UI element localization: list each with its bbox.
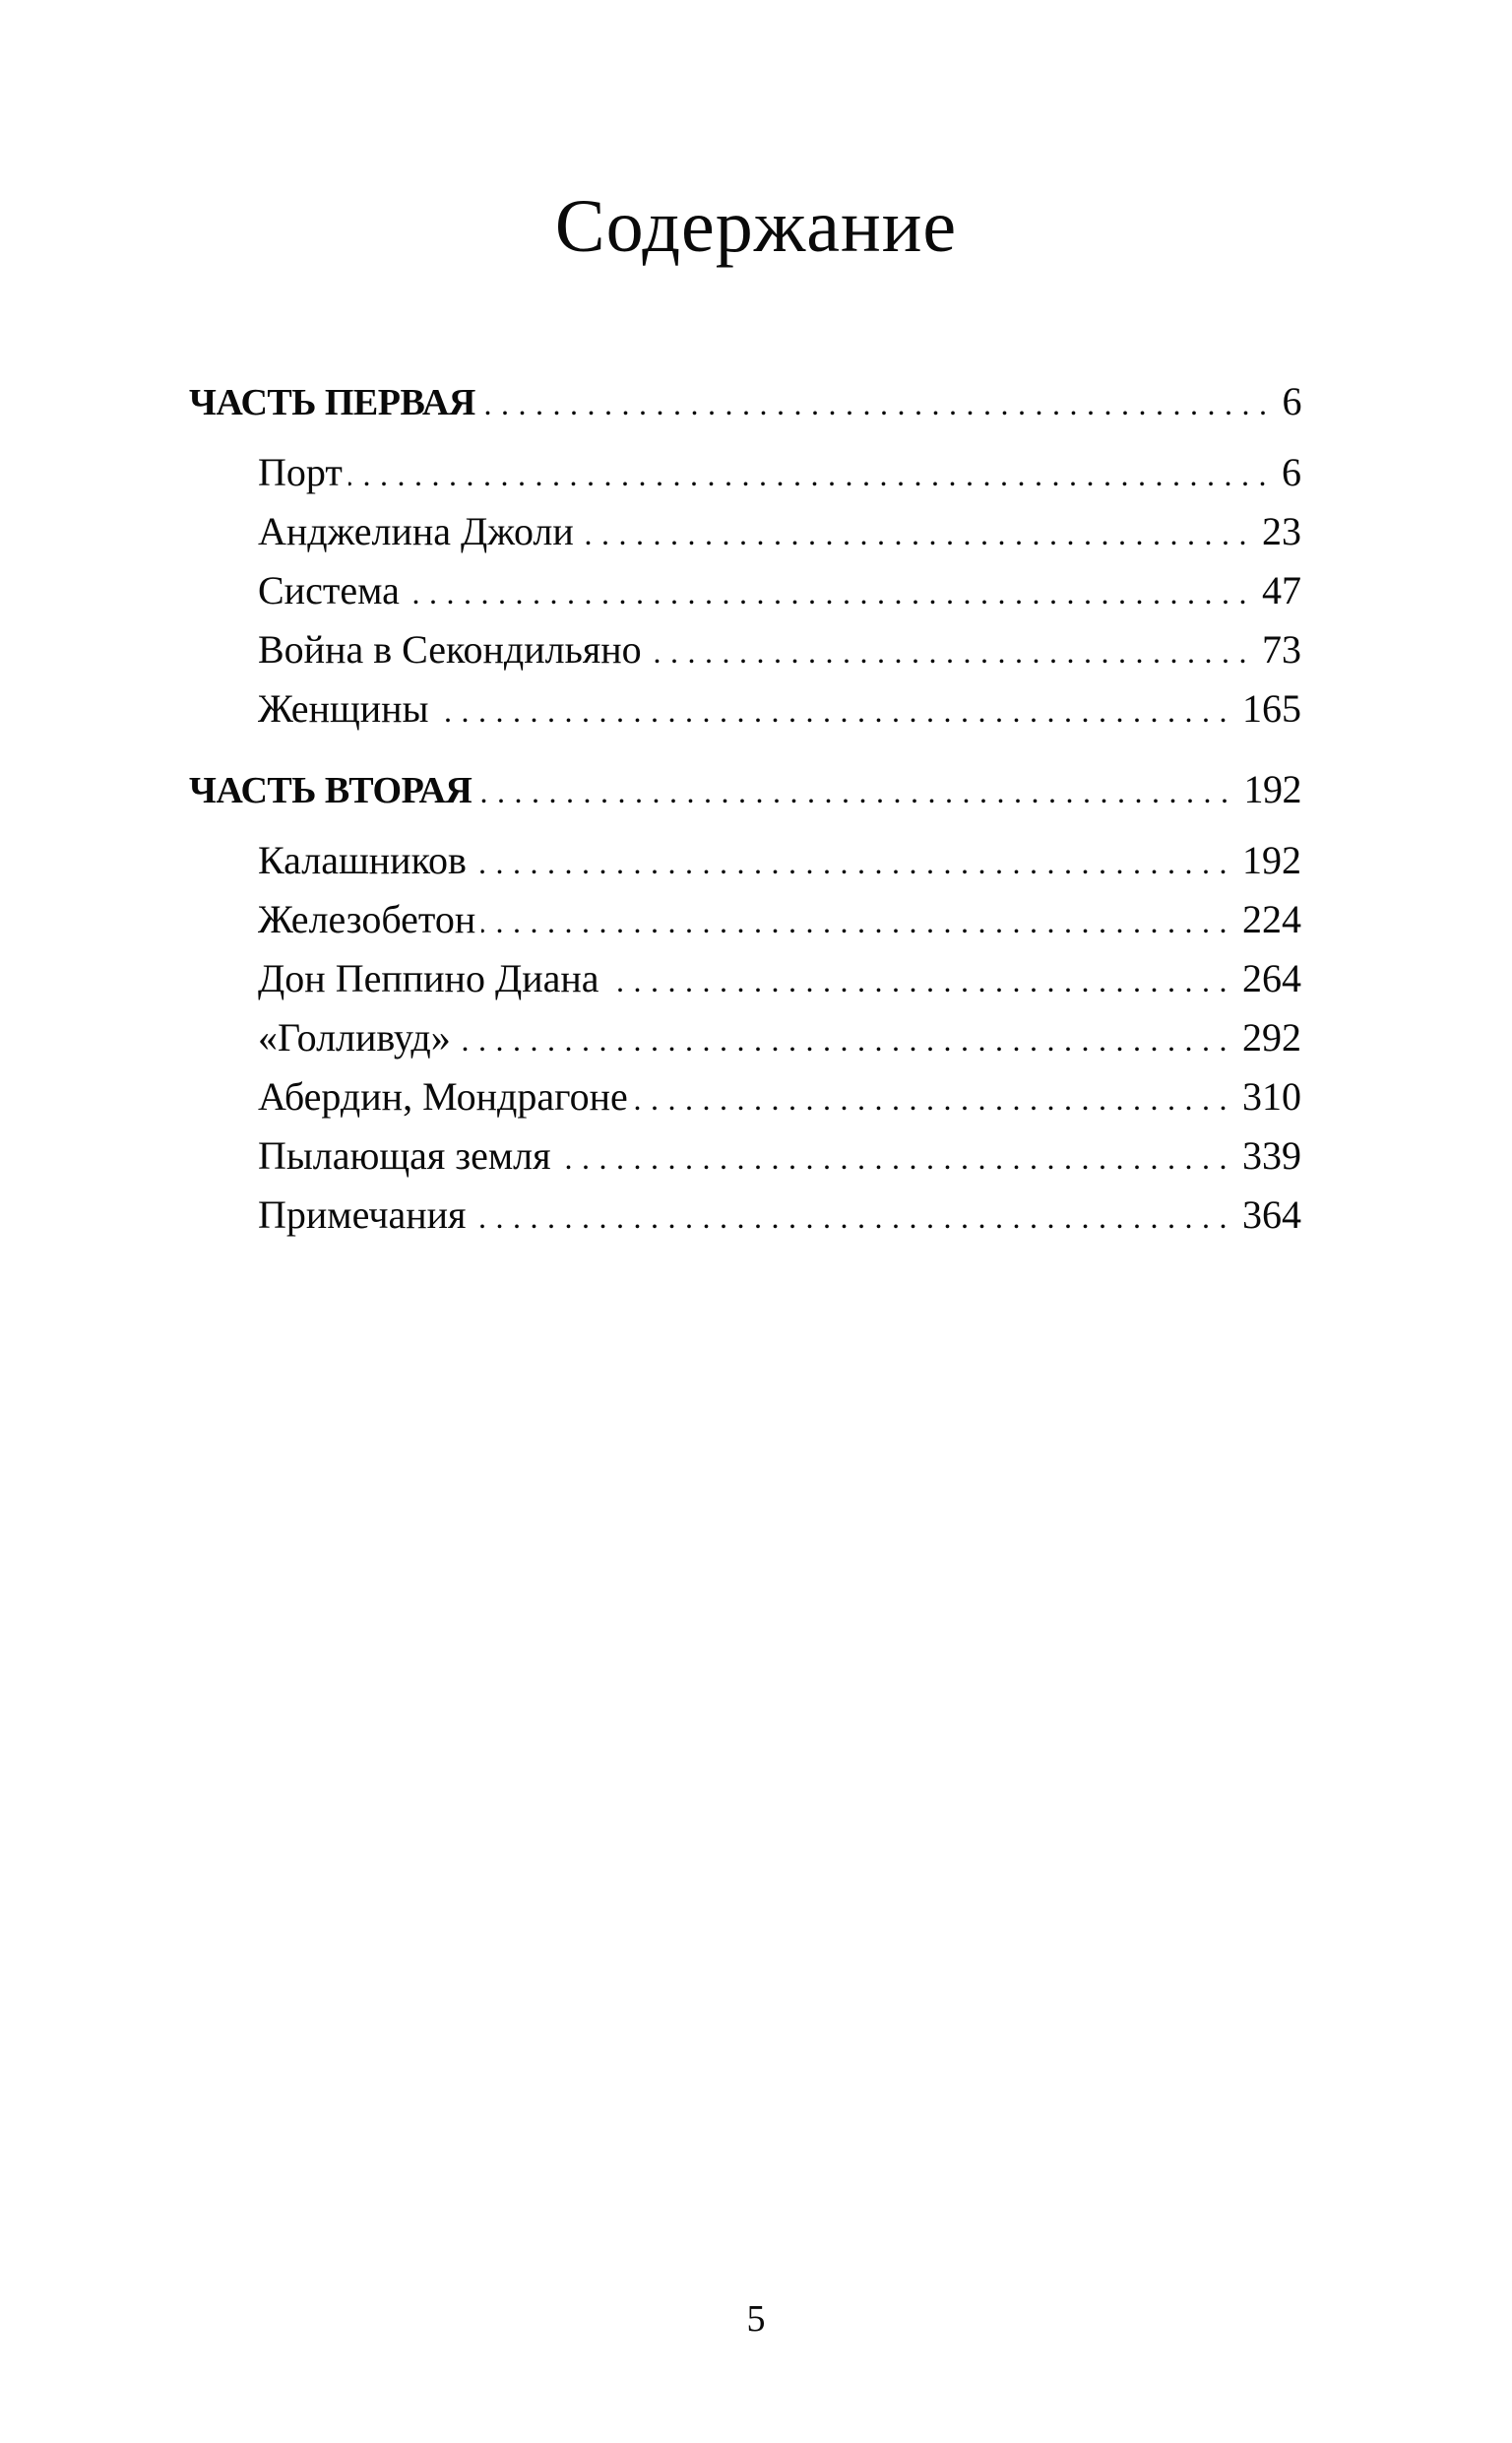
toc-chapter-entry[interactable]: [189, 1186, 1301, 1245]
toc-part-2: [189, 760, 1301, 1245]
toc-page-number: 264: [1242, 956, 1301, 1000]
toc-page-number: 310: [1242, 1074, 1301, 1119]
toc-part-label: ЧАСТЬ ПЕРВАЯ: [189, 382, 475, 423]
toc-page-number: 6: [1282, 450, 1301, 494]
dot-leader: [557, 1128, 1236, 1188]
dot-leader: [634, 1069, 1236, 1128]
dot-leader: [481, 374, 1277, 433]
toc-chapter-label: Абердин, Мондрагоне: [258, 1074, 628, 1119]
toc-part-1: [189, 372, 1301, 739]
table-of-contents: [189, 372, 1301, 1245]
toc-chapter-label: Железобетон: [258, 897, 476, 941]
toc-page-number: 339: [1242, 1133, 1301, 1178]
toc-chapter-label: Анджелина Джоли: [258, 509, 574, 553]
dot-leader: [605, 951, 1236, 1010]
toc-chapter-entry[interactable]: [189, 1126, 1301, 1186]
dot-leader: [348, 445, 1276, 504]
toc-page-number: 192: [1242, 838, 1301, 882]
toc-part-label: ЧАСТЬ ВТОРАЯ: [189, 770, 472, 811]
toc-chapter-label: Дон Пеппино Диана: [258, 956, 599, 1000]
toc-part-heading[interactable]: [189, 372, 1301, 431]
page-title: Содержание: [554, 185, 958, 268]
toc-page-number: 6: [1282, 379, 1301, 423]
dot-leader: [434, 681, 1236, 740]
toc-chapter-entry[interactable]: [189, 620, 1301, 679]
toc-page-number: 73: [1262, 627, 1301, 672]
page-number: 5: [746, 2298, 766, 2340]
toc-chapter-label: Порт: [258, 450, 343, 494]
toc-chapter-entry[interactable]: [189, 443, 1301, 502]
toc-part-heading[interactable]: [189, 760, 1301, 819]
toc-chapter-entry[interactable]: [189, 1008, 1301, 1067]
toc-chapter-label: Женщины: [258, 686, 429, 731]
toc-chapter-entry[interactable]: [189, 561, 1301, 620]
toc-page-number: 23: [1262, 509, 1301, 553]
toc-page-number: 224: [1242, 897, 1301, 941]
toc-chapter-entry[interactable]: [189, 949, 1301, 1008]
toc-chapter-label: Примечания: [258, 1192, 467, 1237]
toc-chapter-entry[interactable]: [189, 679, 1301, 739]
dot-leader: [472, 833, 1236, 892]
toc-chapter-label: Пылающая земля: [258, 1133, 551, 1178]
dot-leader: [481, 892, 1236, 951]
dot-leader: [472, 1188, 1236, 1247]
toc-page-number: 192: [1243, 767, 1301, 811]
dot-leader: [457, 1010, 1236, 1069]
dot-leader: [580, 504, 1256, 563]
toc-chapter-entry[interactable]: [189, 831, 1301, 890]
dot-leader: [406, 563, 1256, 622]
dot-leader: [648, 622, 1256, 681]
toc-page-number: 165: [1242, 686, 1301, 731]
toc-chapter-label: «Голливуд»: [258, 1015, 451, 1060]
toc-chapter-label: Война в Секондильяно: [258, 627, 642, 672]
toc-page-number: 364: [1242, 1192, 1301, 1237]
toc-page-number: 47: [1262, 568, 1301, 612]
toc-chapter-entry[interactable]: [189, 1067, 1301, 1126]
toc-chapter-entry[interactable]: [189, 502, 1301, 561]
toc-chapter-label: Калашников: [258, 838, 467, 882]
toc-chapter-label: Система: [258, 568, 400, 612]
toc-page-number: 292: [1242, 1015, 1301, 1060]
dot-leader: [477, 762, 1237, 821]
toc-chapter-entry[interactable]: [189, 890, 1301, 949]
